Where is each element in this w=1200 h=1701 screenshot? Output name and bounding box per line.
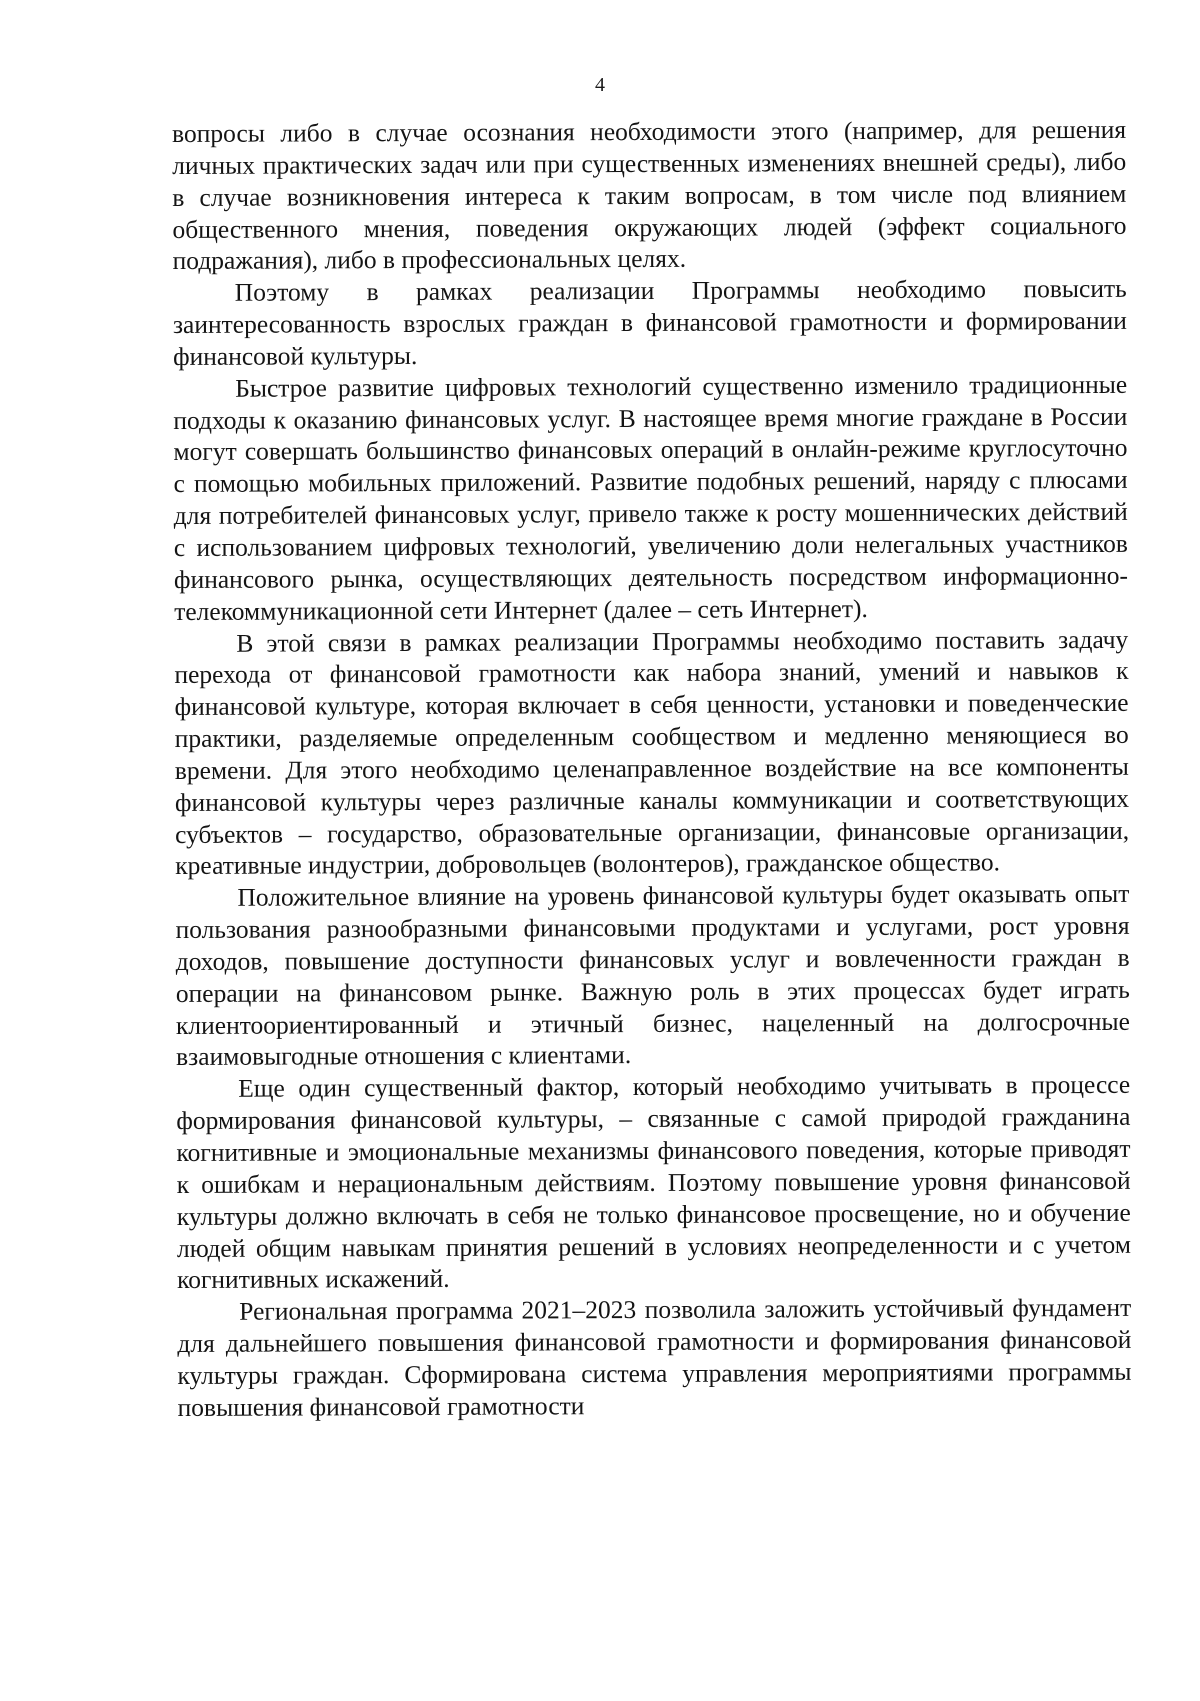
paragraph-continuation: вопросы либо в случае осознания необходимости этого (например, для решения личных практических задач или при существенных изменениях внешней среды), либо в случае возникновения интереса к таким вопросам, в том числе под влиянием общественного мнения, поведения окружающих людей (эффект социального подражания), либо в профессиональных целях. <box>172 114 1127 276</box>
document-body <box>172 114 1132 1424</box>
paragraph-regional-program: Региональная программа 2021–2023 позволила заложить устойчивый фундамент для дальнейшего повышения финансовой грамотности и формирования финансовой культуры граждан. Сформирована система управления мероприятиями программы повышения финансовой грамотности <box>177 1293 1132 1422</box>
paragraph-interest: Поэтому в рамках реализации Программы необходимо повысить заинтересованность взрослых граждан в финансовой грамотности и формировании финансовой культуры. <box>172 274 1127 371</box>
page-number: 4 <box>595 74 605 96</box>
paragraph-digital-technologies: Быстрое развитие цифровых технологий существенно изменило традиционные подходы к оказанию финансовых услуг. В настоящее время многие граждане в России могут совершать большинство финансовых операций в онлайн-режиме круглосуточно с помощью мобильных приложений. Развитие подобных решений, наряду с плюсами для потребителей финансовых услуг, привело также к росту мошеннических действий с использованием цифровых технологий, увеличению доли нелегальных участников финансового рынка, осуществляющих деятельность посредством информационно-телекоммуникационной сети Интернет (далее – сеть Интернет). <box>173 369 1129 626</box>
paragraph-cognitive-factor: Еще один существенный фактор, который необходимо учитывать в процессе формирования финансовой культуры, – связанные с самой природой гражданина когнитивные и эмоциональные механизмы финансового поведения, которые приводят к ошибкам и нерациональным действиям. Поэтому повышение уровня финансовой культуры должно включать в себя не только финансовое просвещение, но и обучение людей общим навыкам принятия решений в условиях неопределенности и с учетом когнитивных искажений. <box>176 1070 1131 1295</box>
paragraph-financial-culture-task: В этой связи в рамках реализации Программы необходимо поставить задачу перехода от финансовой грамотности как набора знаний, умений и навыков к финансовой культуре, которая включает в себя ценности, установки и поведенческие практики, разделяемые определенным сообществом и медленно меняющиеся во времени. Для этого необходимо целенаправленное воздействие на все компоненты финансовой культуры через различные каналы коммуникации и соответствующих субъектов – государство, образовательные организации, финансовые организации, креативные индустрии, добровольцев (волонтеров), гражданское общество. <box>174 624 1130 881</box>
paragraph-positive-influence: Положительное влияние на уровень финансовой культуры будет оказывать опыт пользования разнообразными финансовыми продуктами и услугами, рост уровня доходов, повышение доступности финансовых услуг и вовлеченности граждан в операции на финансовом рынке. Важную роль в этих процессах будет играть клиентоориентированный и этичный бизнес, нацеленный на долгосрочные взаимовыгодные отношения с клиентами. <box>175 879 1131 1072</box>
